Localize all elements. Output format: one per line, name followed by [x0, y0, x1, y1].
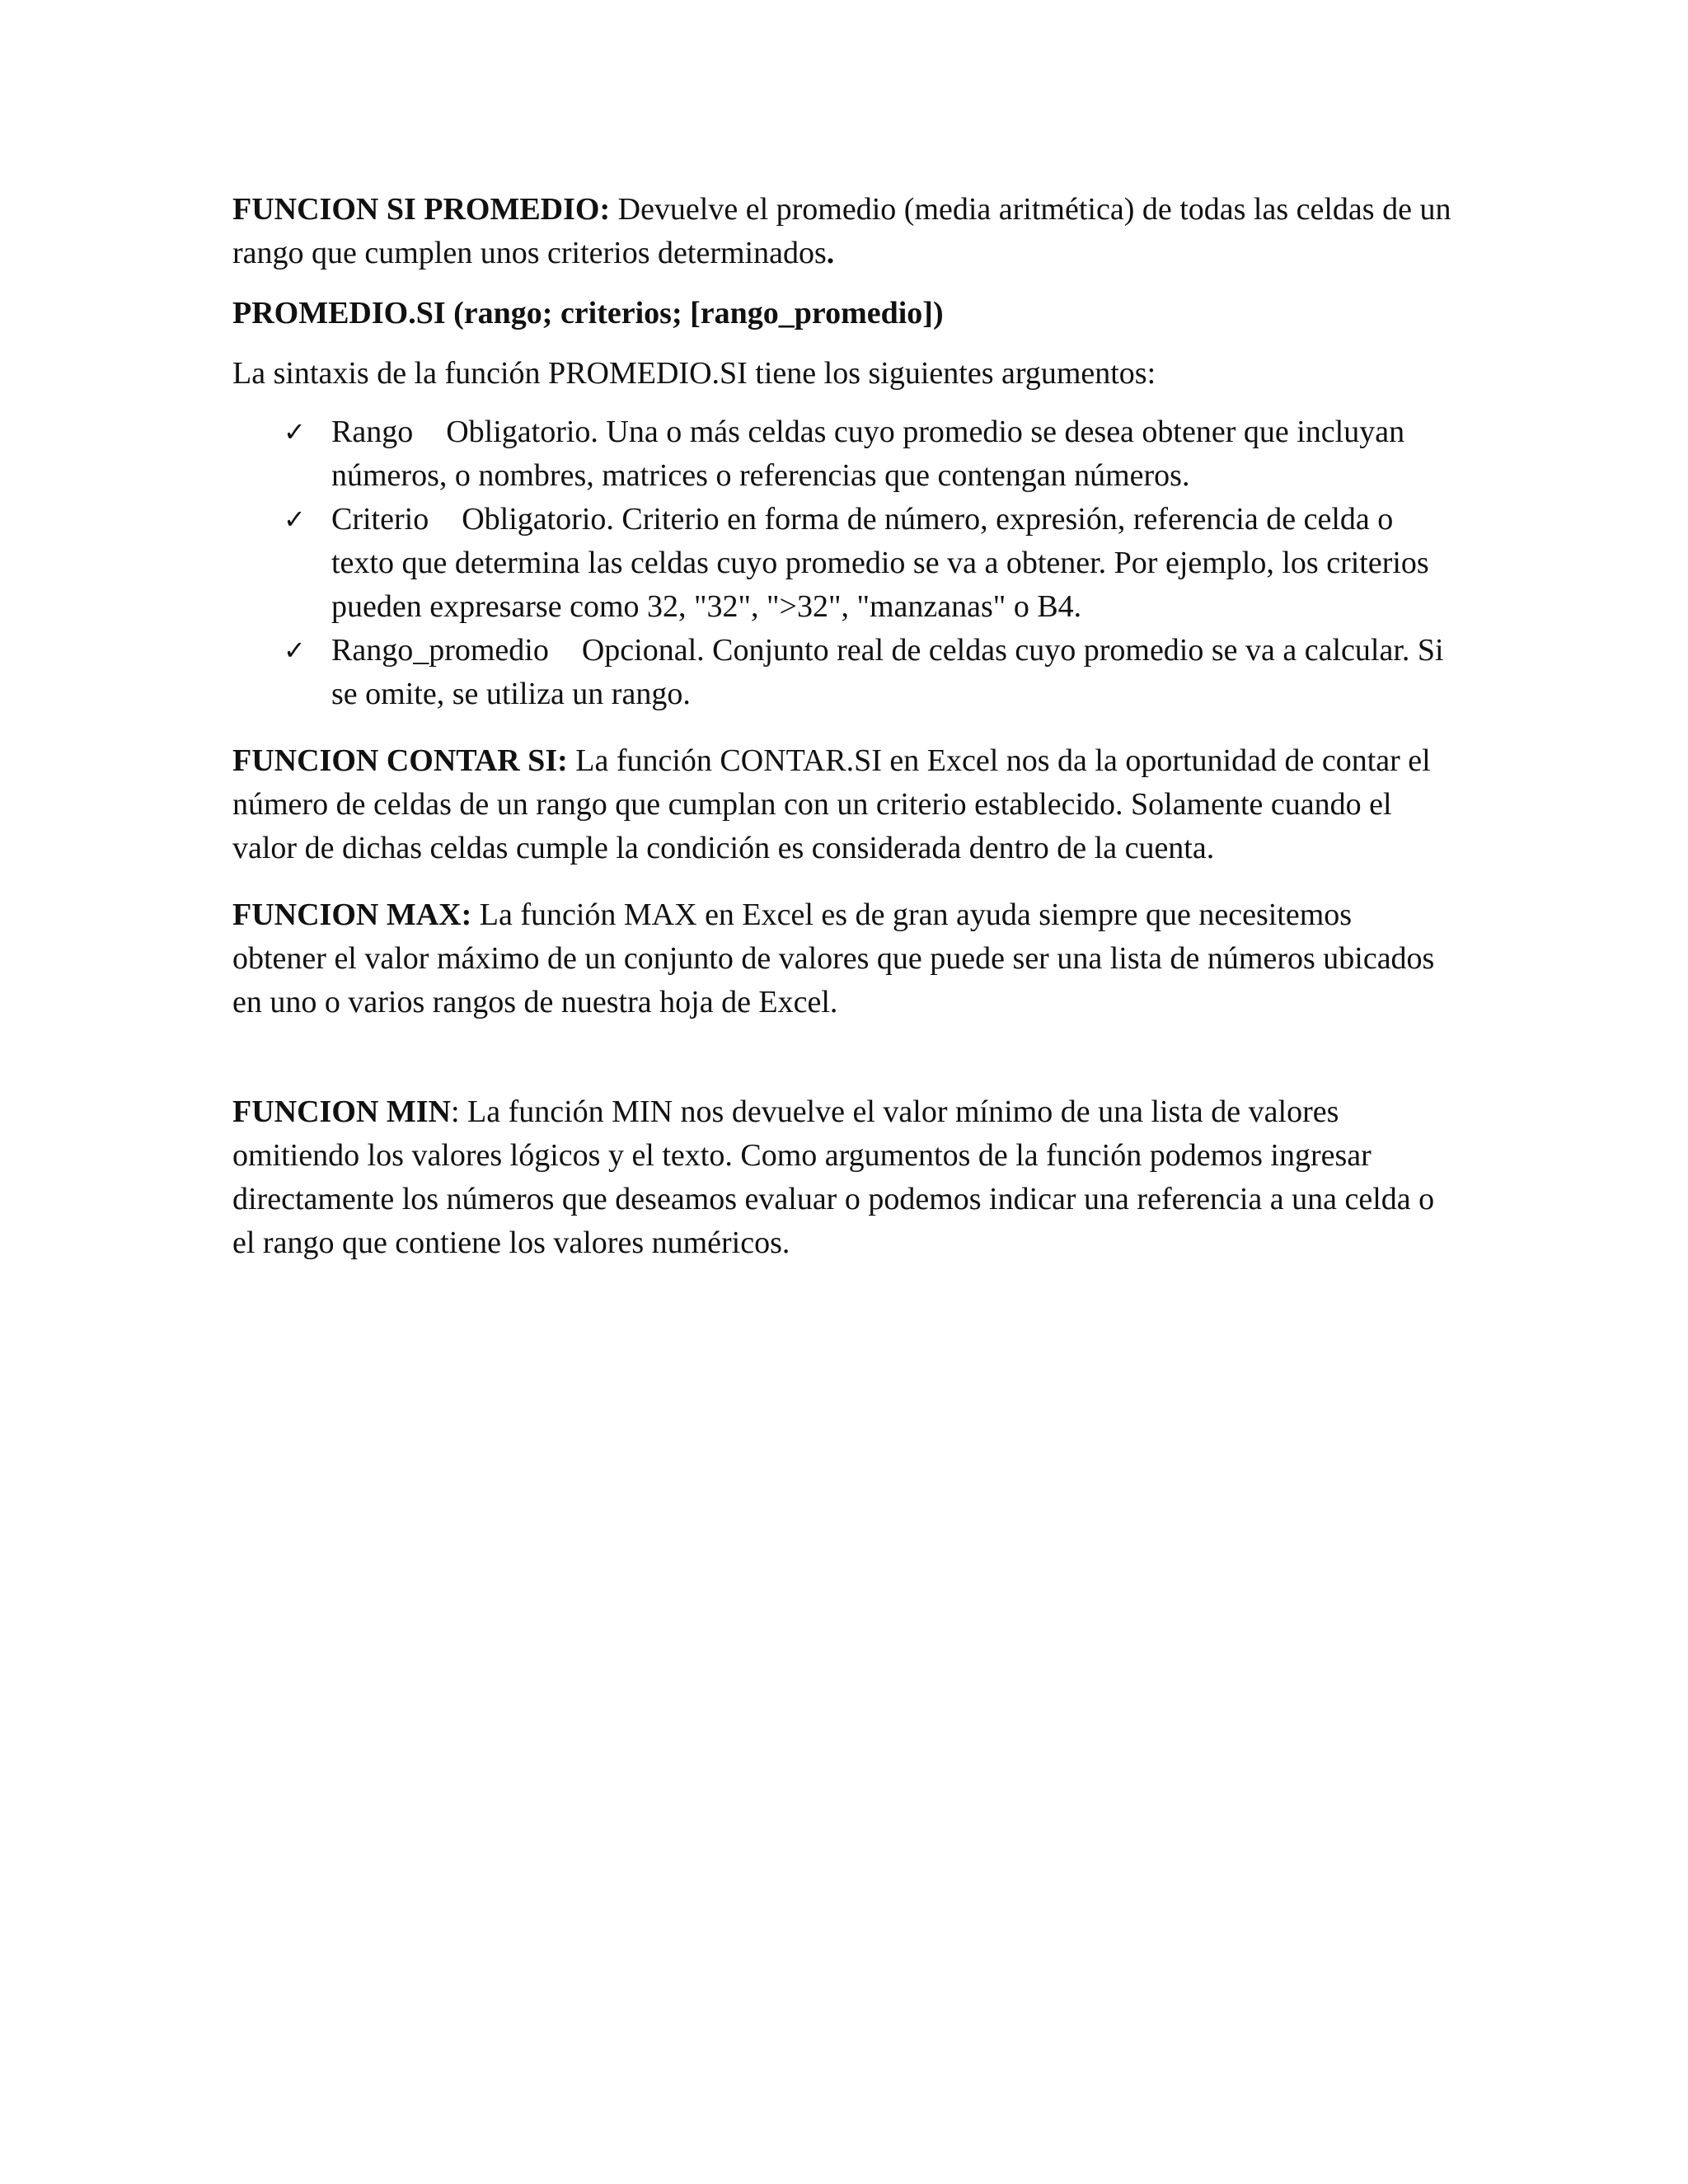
list-item: [232, 498, 1452, 629]
heading-promedio-si: FUNCION SI PROMEDIO:: [232, 192, 611, 227]
paragraph-max: [232, 893, 1452, 1024]
paragraph-min: [232, 1090, 1452, 1265]
argument-description: Obligatorio. Una o más celdas cuyo promedio se desea obtener que incluyan números, o nombres, matrices o referencias que contengan números.: [331, 415, 1405, 493]
heading-min: FUNCION MIN: [232, 1094, 451, 1129]
checkmark-icon: ✓: [284, 635, 306, 666]
checkmark-icon: ✓: [284, 504, 306, 535]
argument-name: Criterio: [331, 502, 429, 537]
list-item: [232, 629, 1452, 716]
argument-description: Opcional. Conjunto real de celdas cuyo promedio se va a calcular. Si se omite, se utiliza un rango.: [331, 633, 1444, 711]
arguments-list: [232, 410, 1452, 716]
argument-name: Rango: [331, 415, 414, 449]
text-promedio-si-end: .: [826, 236, 835, 270]
arguments-intro: La sintaxis de la función PROMEDIO.SI tiene los siguientes argumentos:: [232, 356, 1156, 391]
text-contar-si: La función CONTAR.SI en Excel nos da la oportunidad de contar el número de celdas de un rango que cumplan con un criterio establecido. Solamente cuando el valor de dichas celdas cumple la condición es considerada dentro de la cuenta.: [232, 743, 1431, 865]
text-min: : La función MIN nos devuelve el valor mínimo de una lista de valores omitiendo los valores lógicos y el texto. Como argumentos de la función podemos ingresar directamente los números que deseamos evaluar o podemos indicar una referencia a una celda o el rango que contiene los valores numéricos.: [232, 1094, 1435, 1260]
checkmark-icon: ✓: [284, 416, 306, 448]
heading-contar-si: FUNCION CONTAR SI:: [232, 743, 568, 778]
paragraph-contar-si: [232, 739, 1452, 870]
text-promedio-si: Devuelve el promedio (media aritmética) de todas las celdas de un rango que cumplen unos criterios determinados: [232, 192, 1451, 270]
syntax-line: PROMEDIO.SI (rango; criterios; [rango_promedio]): [232, 296, 944, 330]
list-item: [232, 410, 1452, 498]
argument-name: Rango_promedio: [331, 633, 549, 668]
heading-max: FUNCION MAX:: [232, 898, 472, 932]
argument-description: Obligatorio. Criterio en forma de número, expresión, referencia de celda o texto que determina las celdas cuyo promedio se va a obtener. Por ejemplo, los criterios pueden expresarse como 32, "32", ">32", "manzanas" o B4.: [331, 502, 1429, 624]
document-body: [232, 188, 1452, 1265]
paragraph-promedio-si: [232, 188, 1452, 275]
text-max: La función MAX en Excel es de gran ayuda siempre que necesitemos obtener el valor máximo de un conjunto de valores que puede ser una lista de números ubicados en uno o varios rangos de nuestra hoja de Excel.: [232, 898, 1435, 1019]
